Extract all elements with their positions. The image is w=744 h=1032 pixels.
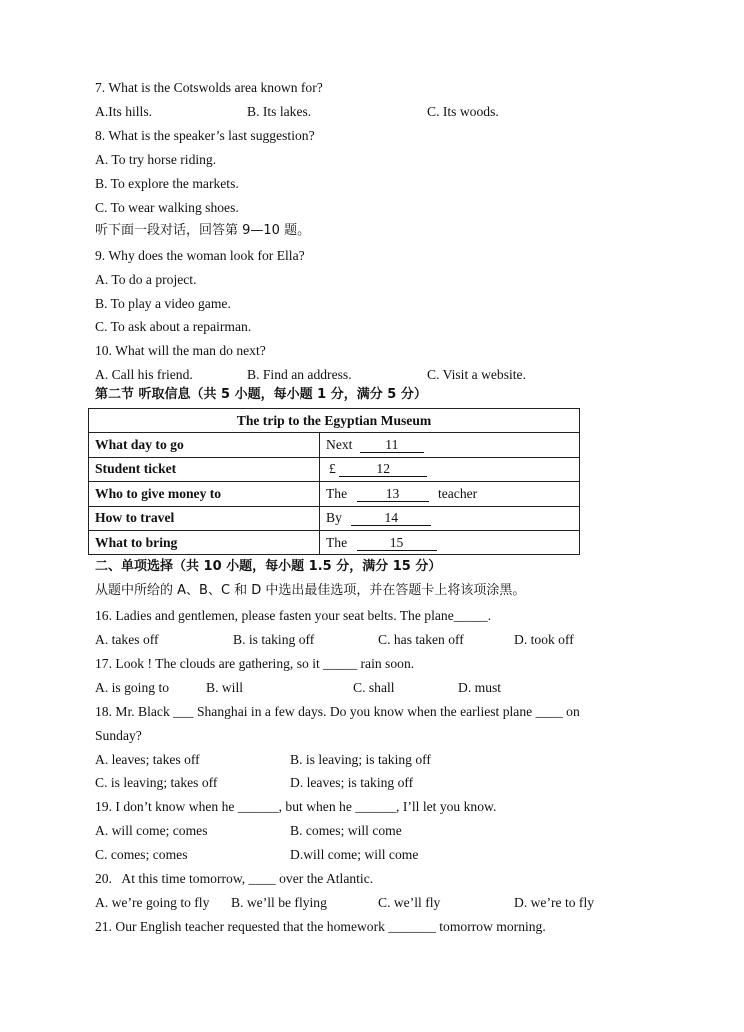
table-title: The trip to the Egyptian Museum — [89, 409, 580, 433]
row-prefix: £ — [329, 461, 336, 477]
row-label: Student ticket — [89, 457, 320, 481]
question-8-option-a: A. To try horse riding. — [95, 152, 217, 167]
row-prefix: By — [326, 510, 342, 526]
question-9-option-b: B. To play a video game. — [95, 296, 231, 311]
row-suffix: teacher — [437, 485, 478, 501]
question-8-stem: 8. What is the speaker’s last suggestion? — [95, 128, 315, 143]
question-16-option-a: A. takes off — [95, 632, 159, 647]
answer-blank-12: 12 — [339, 461, 427, 477]
question-17-option-c: C. shall — [353, 680, 395, 695]
question-9-stem: 9. Why does the woman look for Ella? — [95, 248, 305, 263]
question-10-stem: 10. What will the man do next? — [95, 343, 266, 358]
answer-blank-14: 14 — [351, 510, 431, 526]
question-10-option-b: B. Find an address. — [247, 367, 352, 382]
question-9-option-a: A. To do a project. — [95, 272, 197, 287]
row-answer-cell — [320, 530, 580, 554]
table-row — [89, 482, 580, 506]
question-18-option-b: B. is leaving; is taking off — [290, 752, 431, 767]
question-10-option-c: C. Visit a website. — [427, 367, 526, 382]
question-20-option-a: A. we’re going to fly — [95, 895, 210, 910]
question-16-option-c: C. has taken off — [378, 632, 464, 647]
answer-blank-13: 13 — [357, 486, 429, 502]
row-label: What to bring — [89, 530, 320, 554]
part-2-instruction: 从题中所给的 A、B、C 和 D 中选出最佳选项，并在答题卡上将该项涂黑。 — [95, 583, 526, 598]
question-7-option-b: B. Its lakes. — [247, 104, 312, 119]
question-10-option-a: A. Call his friend. — [95, 367, 193, 382]
question-7-option-c: C. Its woods. — [427, 104, 499, 119]
row-prefix: Next — [326, 437, 353, 453]
section-2-heading: 第二节 听取信息（共 5 小题，每小题 1 分，满分 5 分） — [95, 387, 427, 402]
question-17-option-d: D. must — [458, 680, 502, 695]
question-20-option-b: B. we’ll be flying — [231, 895, 327, 910]
question-16-stem: 16. Ladies and gentlemen, please fasten your seat belts. The plane_____. — [95, 608, 492, 623]
row-prefix: The — [326, 485, 348, 501]
answer-blank-15: 15 — [357, 535, 437, 551]
table-row — [89, 433, 580, 457]
question-17-option-a: A. is going to — [95, 680, 170, 695]
row-label: How to travel — [89, 506, 320, 530]
question-8-option-b: B. To explore the markets. — [95, 176, 239, 191]
question-19-stem: 19. I don’t know when he ______, but when he ______, I’ll let you know. — [95, 799, 497, 814]
question-20-stem: 20. At this time tomorrow, ____ over the Atlantic. — [95, 871, 374, 886]
question-18-option-a: A. leaves; takes off — [95, 752, 200, 767]
table-row — [89, 506, 580, 530]
question-7-option-a: A.Its hills. — [95, 104, 153, 119]
question-19-option-d: D.will come; will come — [290, 847, 419, 862]
row-answer-cell — [320, 457, 580, 481]
answer-blank-11: 11 — [360, 437, 424, 453]
question-18-option-c: C. is leaving; takes off — [95, 775, 218, 790]
part-2-heading: 二、单项选择（共 10 小题，每小题 1.5 分，满分 15 分） — [95, 559, 442, 574]
row-label: What day to go — [89, 433, 320, 457]
table-row — [89, 457, 580, 481]
question-20-option-d: D. we’re to fly — [514, 895, 595, 910]
question-19-option-c: C. comes; comes — [95, 847, 188, 862]
row-prefix: The — [326, 534, 348, 550]
question-9-option-c: C. To ask about a repairman. — [95, 319, 252, 334]
question-18-option-d: D. leaves; is taking off — [290, 775, 414, 790]
dialogue-instruction: 听下面一段对话，回答第 9—10 题。 — [95, 223, 311, 238]
question-8-option-c: C. To wear walking shoes. — [95, 200, 239, 215]
question-19-option-b: B. comes; will come — [290, 823, 402, 838]
question-16-option-b: B. is taking off — [233, 632, 315, 647]
row-answer-cell — [320, 506, 580, 530]
row-answer-cell — [320, 433, 580, 457]
question-19-option-a: A. will come; comes — [95, 823, 208, 838]
question-18-stem-line-2: Sunday? — [95, 728, 142, 743]
question-7-stem: 7. What is the Cotswolds area known for? — [95, 80, 323, 95]
question-21-stem: 21. Our English teacher requested that the homework _______ tomorrow morning. — [95, 919, 546, 934]
question-17-stem: 17. Look ! The clouds are gathering, so it _____ rain soon. — [95, 656, 415, 671]
question-20-option-c: C. we’ll fly — [378, 895, 441, 910]
question-17-option-b: B. will — [206, 680, 244, 695]
row-answer-cell — [320, 482, 580, 506]
table-row — [89, 530, 580, 554]
row-label: Who to give money to — [89, 482, 320, 506]
question-16-option-d: D. took off — [514, 632, 574, 647]
listening-info-table — [88, 408, 580, 555]
question-18-stem-line-1: 18. Mr. Black ___ Shanghai in a few days. Do you know when the earliest plane ____ on — [95, 704, 580, 719]
